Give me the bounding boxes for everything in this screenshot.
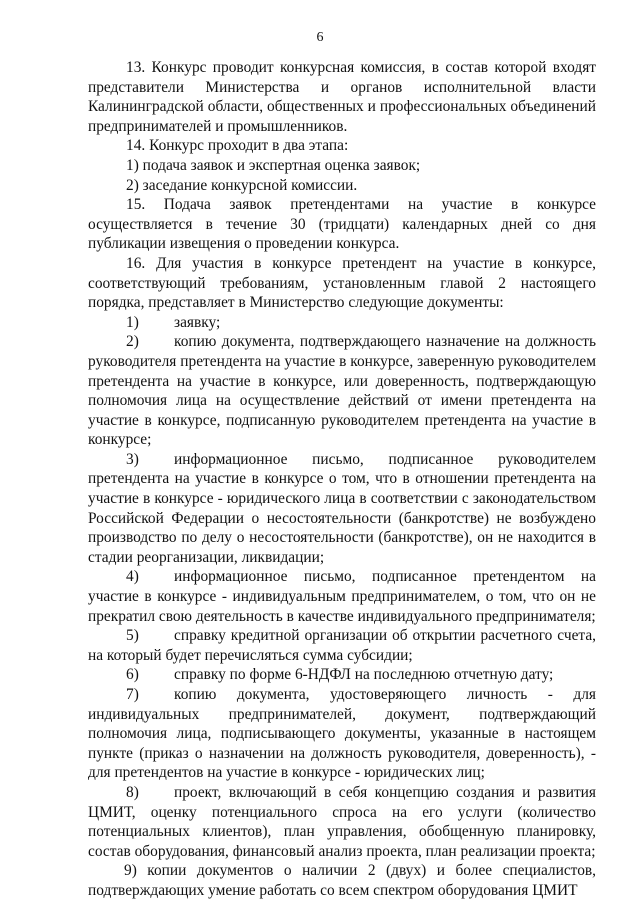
list-item-number: 3): [126, 450, 139, 468]
list-item-number: 2): [126, 333, 139, 351]
paragraph-14-stage-2: 2) заседание конкурсной комиссии.: [126, 176, 358, 194]
list-item: [88, 665, 596, 685]
page-number: 6: [316, 30, 324, 45]
list-item-number: 1): [126, 313, 139, 331]
list-item-number: 4): [126, 568, 139, 586]
list-item-text: информационное письмо, подписанное претендентом на участие в конкурсе - индивидуальным предпринимателем, о том, что он не прекратил свою деятельность в качестве индивидуального предпринимателя;: [88, 568, 596, 625]
list-item: [88, 313, 596, 333]
paragraph-14: 14. Конкурс проходит в два этапа:: [126, 137, 349, 155]
list-item: [88, 332, 596, 450]
paragraph-13: 13. Конкурс проводит конкурсная комиссия, в состав которой входят представители Министерства и органов исполнительной власти Калининградской области, общественных и профессиональных объединений предпринимателей и промышленников.: [88, 59, 596, 135]
list-item-text: информационное письмо, подписанное руководителем претендента на участие в конкурсе о том, что в отношении претендента на участие в конкурсе - юридического лица в соответствии с законодательством Российской Федерации о несостоятельности (банкротстве) не возбуждено производство по делу о несостоятельности (банкротстве), он не находится в стадии реорганизации, ликвидации;: [88, 450, 596, 566]
list-item-text: заявку;: [174, 313, 221, 331]
list-item: [88, 626, 596, 665]
list-item: [88, 685, 596, 783]
list-item-text: проект, включающий в себя концепцию создания и развития ЦМИТ, оценку потенциального спроса на его услуги (количество потенциальных клиентов), план управления, обобщенную планировку, состав оборудования, финансовый анализ проекта, план реализации проекта;: [88, 783, 596, 860]
list-item-number: 8): [126, 783, 139, 801]
paragraph-16: 16. Для участия в конкурсе претендент на участие в конкурсе, соответствующий требованиям, установленным главой 2 настоящего порядка, представляет в Министерство следующие документы:: [88, 254, 596, 312]
list-item: [88, 783, 596, 861]
list-item-text: копию документа, подтверждающего назначение на должность руководителя претендента на участие в конкурсе, заверенную руководителем претендента на участие в конкурсе, или доверенность, подтверждающую полномочия лица на осуществление действий от имени претендента на участие в конкурсе, подписанную руководителем претендента на участие в конкурсе;: [88, 333, 596, 449]
list-item: [88, 567, 596, 626]
list-item-text: справку кредитной организации об открытии расчетного счета, на который будет перечисляться сумма субсидии;: [88, 627, 596, 664]
paragraph-item-9: 9) копии документов о наличии 2 (двух) и более специалистов, подтверждающих умение работать со всем спектром оборудования ЦМИТ: [88, 862, 596, 899]
list-item-number: 7): [126, 686, 139, 703]
document-body: [88, 58, 596, 901]
list-item-number: 5): [126, 627, 139, 645]
paragraph-15: 15. Подача заявок претендентами на участие в конкурсе осуществляется в течение 30 (тридцати) календарных дней со дня публикации извещения о проведении конкурса.: [88, 196, 596, 253]
list-item-number: 6): [126, 666, 139, 684]
list-item-text: копию документа, удостоверяющего личность - для индивидуальных предпринимателей, документ, подтверждающий полномочия лица, подписывающего документы, указанные в настоящем пункте (приказ о назначении на должность руководителя, доверенность), - для претендентов на участие в конкурсе - юридических лиц;: [88, 686, 596, 782]
list-item: [88, 450, 596, 568]
list-item-text: справку по форме 6-НДФЛ на последнюю отчетную дату;: [174, 666, 554, 684]
paragraph-14-stage-1: 1) подача заявок и экспертная оценка заявок;: [126, 156, 421, 174]
